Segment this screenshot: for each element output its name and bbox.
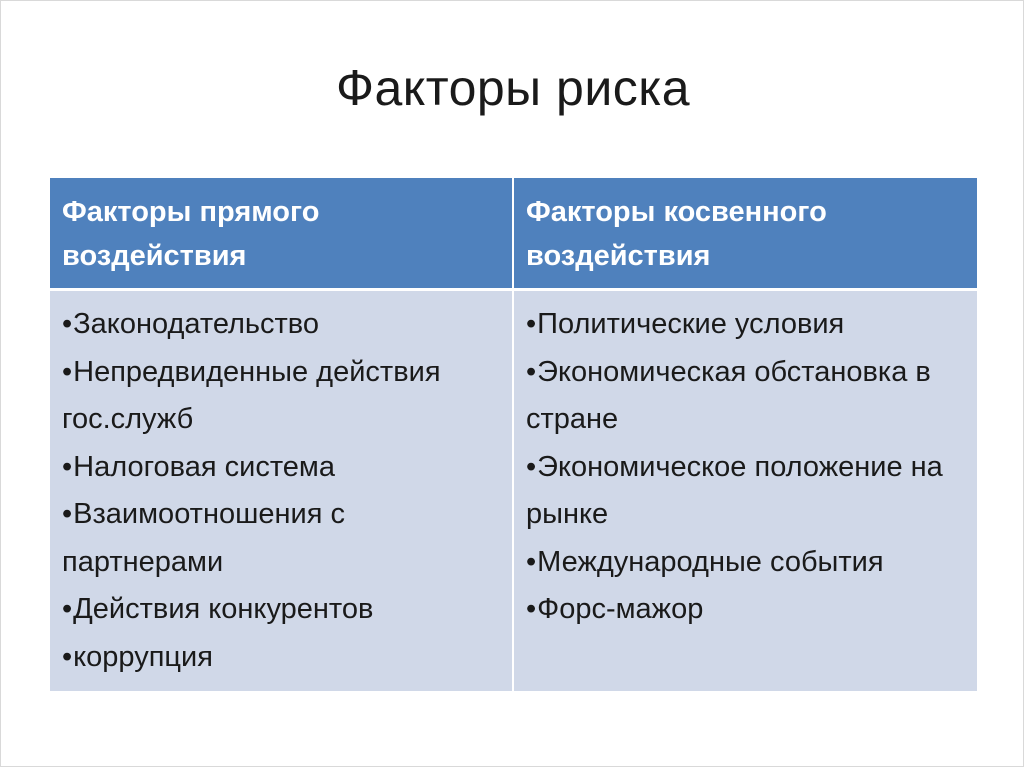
- indirect-factor-text: Экономическая обстановка в стране: [526, 355, 931, 435]
- list-item: [62, 634, 502, 682]
- indirect-factor-text: Экономическое положение на рынке: [526, 450, 943, 530]
- direct-factors-cell: [50, 290, 513, 692]
- bullet-icon: •: [62, 593, 73, 625]
- bullet-icon: •: [526, 355, 537, 388]
- list-item: [62, 586, 502, 634]
- list-item: [62, 491, 502, 586]
- indirect-factor-text: Форс-мажор: [537, 593, 704, 625]
- bullet-icon: •: [62, 640, 73, 673]
- bullet-icon: •: [526, 308, 537, 340]
- list-item: [526, 349, 967, 444]
- list-item: [62, 349, 502, 444]
- header-indirect-factors: Факторы косвенного воздействия: [513, 178, 977, 290]
- header-direct-factors: Факторы прямого воздействия: [50, 178, 513, 290]
- bullet-icon: •: [526, 450, 537, 483]
- indirect-factors-cell: [513, 290, 977, 692]
- table-header-row: [50, 178, 977, 290]
- list-item: [526, 301, 967, 349]
- bullet-icon: •: [62, 355, 73, 388]
- direct-factor-text: Налоговая система: [73, 450, 335, 483]
- bullet-icon: •: [62, 308, 73, 340]
- list-item: [62, 301, 502, 349]
- list-item: [526, 444, 967, 539]
- table-row: [50, 290, 977, 692]
- bullet-icon: •: [526, 593, 537, 625]
- list-item: [526, 586, 967, 634]
- bullet-icon: •: [62, 498, 73, 530]
- direct-factor-text: Действия конкурентов: [73, 593, 374, 625]
- list-item: [526, 539, 967, 587]
- indirect-factor-text: Политические условия: [537, 308, 845, 340]
- direct-factor-text: Законодательство: [73, 308, 320, 340]
- bullet-icon: •: [526, 545, 537, 578]
- direct-factor-text: Непредвиденные действия гос.служб: [62, 355, 441, 435]
- slide-title: Факторы риска: [335, 60, 691, 116]
- indirect-factor-text: Международные события: [537, 545, 884, 578]
- direct-factor-text: коррупция: [73, 640, 213, 673]
- list-item: [62, 444, 502, 492]
- direct-factor-text: Взаимоотношения с партнерами: [62, 498, 345, 578]
- risk-factors-table: [50, 178, 977, 691]
- bullet-icon: •: [62, 450, 73, 483]
